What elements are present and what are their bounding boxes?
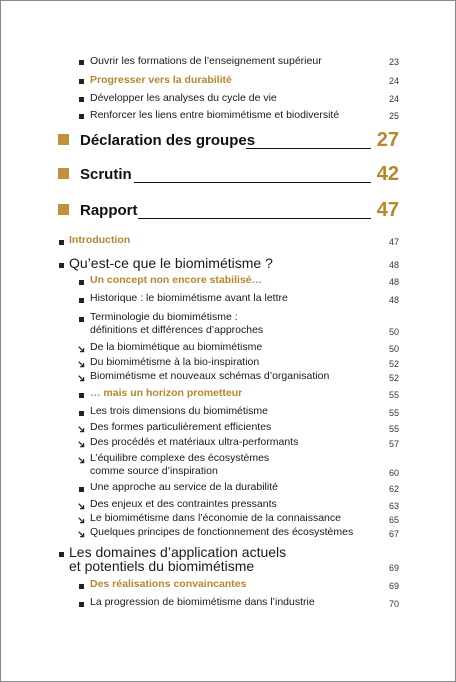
arrow-icon [78, 503, 85, 510]
section-page-number: 47 [376, 199, 399, 221]
toc-entry-label: Terminologie du biomimétisme : [90, 311, 238, 323]
toc-entry-label: Développer les analyses du cycle de vie [90, 92, 277, 104]
bullet-square-icon [79, 317, 84, 322]
arrow-icon [78, 517, 85, 524]
arrow-icon [78, 375, 85, 382]
toc-entry-page: 25 [388, 111, 399, 121]
bullet-square-icon [79, 602, 84, 607]
toc-entry-page: 69 [388, 581, 399, 591]
toc-entry-label: Historique : le biomimétisme avant la lettre [90, 292, 288, 304]
toc-entry-page: 48 [388, 260, 399, 270]
toc-entry-page: 69 [388, 563, 399, 573]
bullet-square-icon [79, 280, 84, 285]
toc-entry-page: 50 [388, 344, 399, 354]
section-leader-line [246, 148, 371, 149]
toc-entry-label: Les trois dimensions du biomimétisme [90, 405, 268, 417]
toc-entry-label: Progresser vers la durabilité [90, 74, 232, 86]
section-square-icon [58, 168, 69, 179]
toc-entry-label: Un concept non encore stabilisé… [90, 274, 263, 286]
arrow-icon [78, 441, 85, 448]
toc-entry-page: 47 [388, 237, 399, 247]
toc-entry-page: 23 [388, 57, 399, 67]
bullet-square-icon [79, 97, 84, 102]
toc-entry-label: Introduction [69, 234, 131, 246]
toc-entry-label: Des réalisations convaincantes [90, 578, 247, 590]
toc-entry-label: La progression de biomimétisme dans l’industrie [90, 596, 315, 608]
arrow-icon [78, 457, 85, 464]
toc-entry-page: 60 [388, 468, 399, 478]
toc-entry-page: 55 [388, 424, 399, 434]
toc-entry-label: Du biomimétisme à la bio-inspiration [90, 356, 260, 368]
bullet-square-icon [59, 263, 64, 268]
bullet-square-icon [79, 114, 84, 119]
arrow-icon [78, 531, 85, 538]
toc-entry-label: Une approche au service de la durabilité [90, 481, 278, 493]
toc-entry-page: 50 [388, 327, 399, 337]
toc-entry-page: 48 [388, 277, 399, 287]
toc-entry-label: Les domaines d’application actuels [69, 544, 287, 560]
bullet-square-icon [79, 411, 84, 416]
section-square-icon [58, 134, 69, 145]
toc-entry-page: 70 [388, 599, 399, 609]
bullet-square-icon [79, 298, 84, 303]
toc-entry-label: Biomimétisme et nouveaux schémas d’organisation [90, 370, 330, 382]
toc-entry-label: De la biomimétique au biomimétisme [90, 341, 263, 353]
section-leader-line [138, 218, 371, 219]
section-square-icon [58, 204, 69, 215]
toc-entry-label: comme source d’inspiration [90, 465, 218, 477]
bullet-square-icon [79, 393, 84, 398]
toc-entry-label: Des procédés et matériaux ultra-performants [90, 436, 299, 448]
toc-entry-page: 24 [388, 76, 399, 86]
toc-entry-page: 62 [388, 484, 399, 494]
toc-entry-page: 52 [388, 359, 399, 369]
toc-entry-page: 63 [388, 501, 399, 511]
toc-entry-label: … mais un horizon prometteur [90, 387, 243, 399]
bullet-square-icon [79, 79, 84, 84]
section-title: Rapport [80, 202, 138, 219]
toc-entry-label: définitions et différences d’approches [90, 324, 264, 336]
bullet-square-icon [79, 487, 84, 492]
section-page-number: 42 [376, 163, 399, 185]
toc-entry-page: 67 [388, 529, 399, 539]
toc-entry-label: Renforcer les liens entre biomimétisme et biodiversité [90, 109, 340, 121]
section-page-number: 27 [376, 129, 399, 151]
arrow-icon [78, 361, 85, 368]
bullet-square-icon [59, 552, 64, 557]
toc-entry-label: Quelques principes de fonctionnement des écosystèmes [90, 526, 354, 538]
section-title: Scrutin [80, 166, 132, 183]
toc-entry-page: 48 [388, 295, 399, 305]
toc-entry-label: Le biomimétisme dans l’économie de la connaissance [90, 512, 341, 524]
toc-entry-page: 55 [388, 408, 399, 418]
toc-entry-page: 52 [388, 373, 399, 383]
toc-entry-label: et potentiels du biomimétisme [69, 558, 255, 574]
toc-entry-label: Des formes particulièrement efficientes [90, 421, 272, 433]
toc-entry-label: Ouvrir les formations de l’enseignement supérieur [90, 55, 322, 67]
bullet-square-icon [79, 60, 84, 65]
toc-entry-page: 24 [388, 94, 399, 104]
bullet-square-icon [79, 584, 84, 589]
arrow-icon [78, 346, 85, 353]
toc-entry-label: Qu’est-ce que le biomimétisme ? [69, 255, 273, 271]
section-leader-line [134, 182, 371, 183]
toc-entry-page: 55 [388, 390, 399, 400]
section-title: Déclaration des groupes [80, 132, 256, 149]
toc-entry-label: L’équilibre complexe des écosystèmes [90, 452, 270, 464]
arrow-icon [78, 426, 85, 433]
bullet-square-icon [59, 240, 64, 245]
toc-entry-page: 57 [388, 439, 399, 449]
toc-entry-label: Des enjeux et des contraintes pressants [90, 498, 277, 510]
toc-entry-page: 65 [388, 515, 399, 525]
